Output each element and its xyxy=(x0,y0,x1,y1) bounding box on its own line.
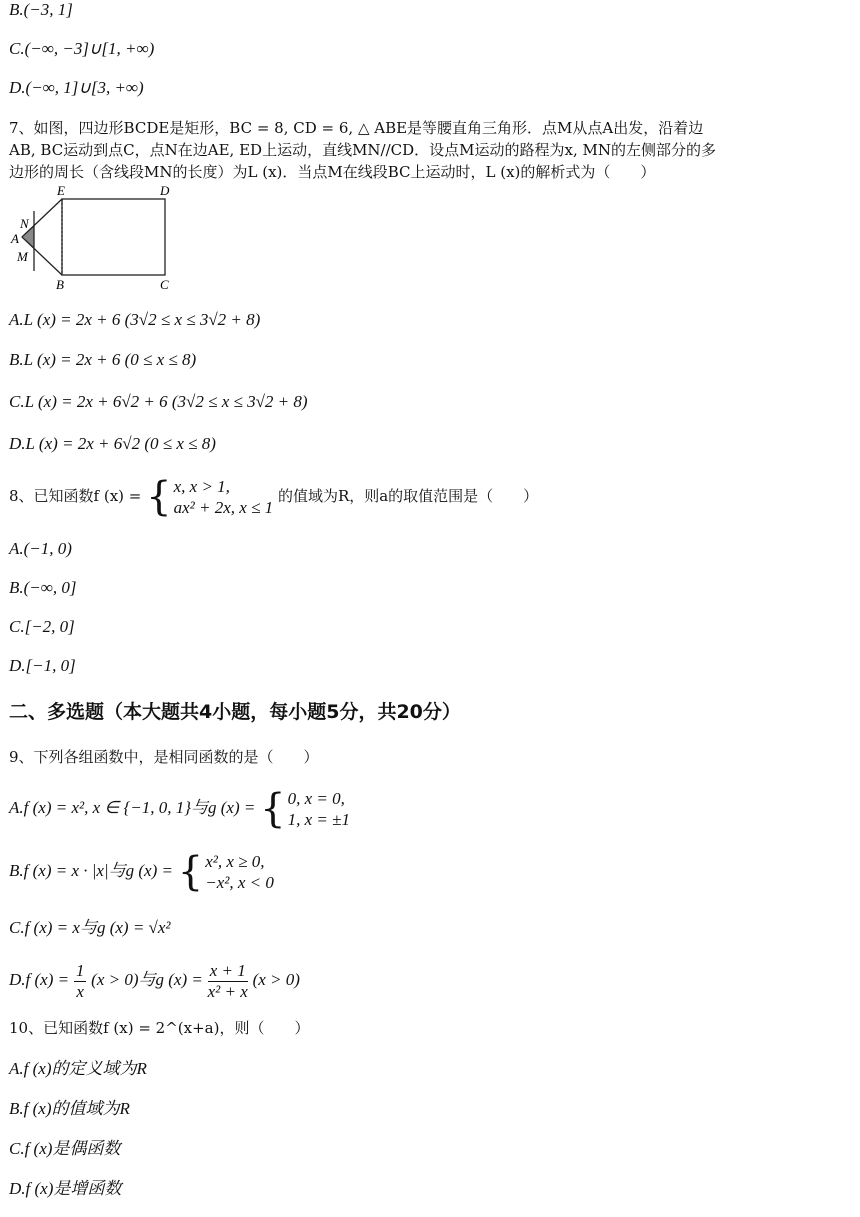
q6-option-b: B.(−3, 1] xyxy=(9,0,73,19)
label-m: M xyxy=(17,249,28,264)
q7-stem-line2: AB, BC运动到点C，点N在边AE, ED上运动，直线MN//CD．设点M运动的路程为x, MN的左侧部分的多 xyxy=(9,141,717,159)
q6-option-d: D.(−∞, 1]∪[3, +∞) xyxy=(9,78,144,97)
q9-option-a xyxy=(9,786,350,830)
q9-d-frac2-den: x² + x xyxy=(207,981,248,1001)
left-brace-icon: { xyxy=(146,474,172,520)
label-e: E xyxy=(57,183,65,198)
rectangle-bcde xyxy=(62,199,165,275)
left-brace-icon: { xyxy=(177,849,204,895)
q8-option-c: C.[−2, 0] xyxy=(9,617,75,636)
q7-option-b: B.L (x) = 2x + 6 (0 ≤ x ≤ 8) xyxy=(9,350,197,369)
q9-d-prefix: D.f (x) = xyxy=(9,970,70,989)
q8-suffix: 的值域为R，则a的取值范围是（ ） xyxy=(277,487,539,505)
q7-figure xyxy=(8,183,188,291)
section2-heading: 二、多选题（本大题共4小题，每小题5分，共20分） xyxy=(9,701,461,723)
q9-d-frac1-num: 1 xyxy=(75,960,85,980)
q6-option-c: C.(−∞, −3]∪[1, +∞) xyxy=(9,39,155,58)
q8-prefix: 8、已知函数f (x) = xyxy=(9,487,142,505)
q9-d-fraction1 xyxy=(74,961,87,1002)
label-b: B xyxy=(56,277,64,291)
q9-b-case1: x², x ≥ 0, xyxy=(205,852,265,871)
q9-b-piecewise xyxy=(178,851,274,893)
q9-d-suffix: (x > 0) xyxy=(252,970,300,989)
q9-option-b xyxy=(9,849,274,893)
label-n: N xyxy=(20,216,29,231)
q9-a-prefix: A.f (x) = x², x ∈ {−1, 0, 1}与g (x) = xyxy=(9,798,256,817)
q10-option-b: B.f (x)的值域为R xyxy=(9,1099,130,1118)
q7-option-d: D.L (x) = 2x + 6√2 (0 ≤ x ≤ 8) xyxy=(9,434,216,453)
q10-stem: 10、已知函数f (x) = 2^(x+a)，则（ ） xyxy=(9,1019,310,1037)
q9-b-prefix: B.f (x) = x · |x|与g (x) = xyxy=(9,861,173,880)
q10-option-d: D.f (x)是增函数 xyxy=(9,1179,122,1198)
q9-option-c: C.f (x) = x与g (x) = √x² xyxy=(9,918,171,937)
q8-option-d: D.[−1, 0] xyxy=(9,656,76,675)
q9-a-case1: 0, x = 0, xyxy=(287,789,345,808)
q8-case2: ax² + 2x, x ≤ 1 xyxy=(173,498,274,517)
left-brace-icon: { xyxy=(260,786,286,832)
label-d: D xyxy=(160,183,170,198)
q9-d-mid: (x > 0)与g (x) = xyxy=(91,970,203,989)
q9-d-frac1-den: x xyxy=(76,981,84,1001)
q9-d-frac2-num: x + 1 xyxy=(209,960,246,980)
q9-stem: 9、下列各组函数中，是相同函数的是（ ） xyxy=(9,748,319,766)
q8-case1: x, x > 1, xyxy=(173,477,230,496)
q8-option-b: B.(−∞, 0] xyxy=(9,578,77,597)
label-a: A xyxy=(11,231,19,246)
q9-d-fraction2 xyxy=(208,961,248,1002)
q7-option-a: A.L (x) = 2x + 6 (3√2 ≤ x ≤ 3√2 + 8) xyxy=(9,310,261,329)
q9-option-d xyxy=(9,958,300,1002)
label-c: C xyxy=(160,277,169,291)
q9-a-piecewise xyxy=(260,788,350,830)
q9-b-case2: −x², x < 0 xyxy=(205,873,274,892)
q10-option-c: C.f (x)是偶函数 xyxy=(9,1139,121,1158)
q8-option-a: A.(−1, 0) xyxy=(9,539,72,558)
q7-option-c: C.L (x) = 2x + 6√2 + 6 (3√2 ≤ x ≤ 3√2 + 8) xyxy=(9,392,308,411)
q7-stem-line1: 7、如图，四边形BCDE是矩形，BC = 8, CD = 6, △ ABE是等腰直角三角形．点M从点A出发，沿着边 xyxy=(9,119,704,137)
q10-option-a: A.f (x)的定义域为R xyxy=(9,1059,147,1078)
q9-a-case2: 1, x = ±1 xyxy=(287,810,350,829)
q8-stem xyxy=(9,474,538,518)
q7-stem-line3: 边形的周长（含线段MN的长度）为L (x)．当点M在线段BC上运动时，L (x)的解析式为（ ） xyxy=(9,163,656,181)
q8-piecewise xyxy=(146,476,273,518)
